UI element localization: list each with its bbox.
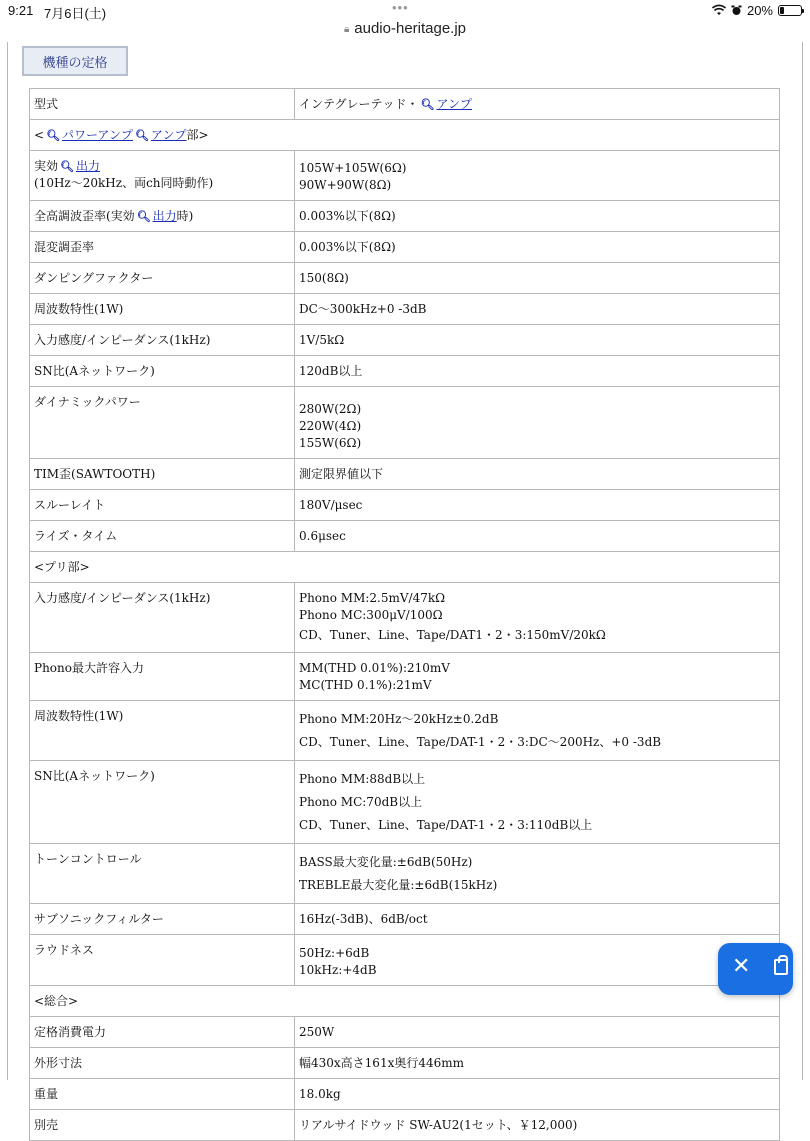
multitasking-dots-icon[interactable]: ••• [392,0,409,15]
label-sub: (10Hz～20kHz、両ch同時動作) [34,176,214,190]
lock-icon: 🔒︎ [343,24,350,35]
value-line: CD、Tuner、Line、Tape/DAT-1・2・3:110dB以上 [299,818,593,832]
battery-percent: 20% [746,3,773,18]
spec-value: DC～300kHz+0 -3dB [295,294,780,325]
table-row [30,701,780,761]
spec-value [295,761,780,844]
status-date: 7月6日(土) [44,6,107,21]
table-row [30,844,780,904]
value-line: CD、Tuner、Line、Tape/DAT-1・2・3:DC～200Hz、+0 -3dB [299,735,662,749]
link-amp[interactable]: アンプ [150,128,187,142]
bracket-open: < [34,128,45,142]
table-row [30,459,780,490]
value-line: BASS最大変化量:±6dB(50Hz) [299,855,473,869]
value-line: MC(THD 0.1%):21mV [299,678,432,692]
label-prefix: 実効 [34,159,59,173]
spec-value [295,583,780,653]
label-prefix: 全高調波歪率(実効 [34,209,135,223]
link-output[interactable]: 出力 [75,159,100,173]
battery-fill [780,7,784,14]
table-row [30,935,780,986]
battery-icon [778,5,802,16]
spec-label: 型式 [30,89,295,120]
table-row [30,761,780,844]
spec-label [30,151,295,201]
value-line: 10kHz:+4dB [299,963,377,977]
table-row [30,521,780,552]
spec-value [295,89,780,120]
value-line: TREBLE最大変化量:±6dB(15kHz) [299,878,498,892]
label-suffix: 時) [176,209,194,223]
table-row [30,356,780,387]
spec-label: 外形寸法 [30,1048,295,1079]
table-row [30,1110,780,1141]
table-row [30,201,780,232]
table-row [30,294,780,325]
section-tab-specs: 機種の定格 [22,46,128,76]
spec-label: トーンコントロール [30,844,295,904]
spec-label: サブソニックフィルター [30,904,295,935]
section-header: <プリ部> [30,552,780,583]
spec-value: 150(8Ω) [295,263,780,294]
value-line: 90W+90W(8Ω) [299,178,392,192]
spec-label: Phono最大許容入力 [30,653,295,701]
link-output[interactable]: 出力 [152,209,177,223]
spec-value: 16Hz(-3dB)、6dB/oct [295,904,780,935]
magnifier-icon: 🔍︎ [46,129,61,142]
spec-label: TIM歪(SAWTOOTH) [30,459,295,490]
spec-label: ラウドネス [30,935,295,986]
spec-value: 0.6μsec [295,521,780,552]
close-icon[interactable]: ✕ [732,954,751,979]
value-line: 220W(4Ω) [299,419,362,433]
spec-label: 定格消費電力 [30,1017,295,1048]
spec-value [295,387,780,459]
section-row-total [30,986,780,1017]
link-amp[interactable]: アンプ [436,97,473,111]
magnifier-icon: 🔍︎ [420,98,435,111]
spec-label: 周波数特性(1W) [30,294,295,325]
value-prefix: インテグレーテッド・ [299,97,419,111]
section-row-power [30,120,780,151]
status-bar [0,0,810,22]
address-domain: audio-heritage.jp [354,20,467,37]
spec-label: SN比(Aネットワーク) [30,761,295,844]
spec-value [295,151,780,201]
magnifier-icon: 🔍︎ [60,160,74,173]
table-row [30,1017,780,1048]
value-line: Phono MC:300μV/100Ω [299,608,443,622]
value-line: MM(THD 0.01%):210mV [299,661,450,675]
spec-label: 重量 [30,1079,295,1110]
spec-label: 入力感度/インピーダンス(1kHz) [30,325,295,356]
value-line: Phono MC:70dB以上 [299,795,423,809]
spec-value: 0.003%以下(8Ω) [295,201,780,232]
table-row [30,263,780,294]
alarm-icon [731,5,742,16]
spec-value: リアルサイドウッド SW-AU2(1セット、￥12,000) [295,1110,780,1141]
table-row [30,490,780,521]
table-row [30,232,780,263]
spec-value [295,935,780,986]
table-row [30,1079,780,1110]
value-line: Phono MM:2.5mV/47kΩ [299,591,446,605]
value-line: Phono MM:88dB以上 [299,772,426,786]
magnifier-icon: 🔍︎ [134,129,149,142]
floating-action-panel [718,943,793,995]
value-line: 50Hz:+6dB [299,946,370,960]
spec-label: ダンピングファクター [30,263,295,294]
address-bar[interactable] [0,20,810,42]
value-line: CD、Tuner、Line、Tape/DAT1・2・3:150mV/20kΩ [299,628,606,642]
section-header: <総合> [30,986,780,1017]
table-row [30,387,780,459]
table-row [30,325,780,356]
value-line: 105W+105W(6Ω) [299,161,407,175]
spec-label: 別売 [30,1110,295,1141]
spec-value: 250W [295,1017,780,1048]
spec-label: 周波数特性(1W) [30,701,295,761]
spec-value: 0.003%以下(8Ω) [295,232,780,263]
spec-label: ライズ・タイム [30,521,295,552]
spec-value: 18.0kg [295,1079,780,1110]
table-row [30,151,780,201]
link-power-amp[interactable]: パワーアンプ [62,128,133,142]
spec-value [295,653,780,701]
spec-value [295,844,780,904]
clock-time: 9:21 [8,3,34,18]
table-row [30,89,780,120]
value-line: 280W(2Ω) [299,402,362,416]
section-header [30,120,780,151]
spec-value: 180V/μsec [295,490,780,521]
section-row-pre [30,552,780,583]
spec-label: スルーレイト [30,490,295,521]
shopping-bag-icon[interactable] [774,959,788,975]
spec-label: ダイナミックパワー [30,387,295,459]
spec-value: 測定限界値以下 [295,459,780,490]
status-indicators [712,3,802,18]
spec-value: 1V/5kΩ [295,325,780,356]
wifi-icon [712,5,726,16]
table-row [30,653,780,701]
value-line: Phono MM:20Hz～20kHz±0.2dB [299,712,499,726]
table-row [30,904,780,935]
spec-value: 120dB以上 [295,356,780,387]
table-row [30,583,780,653]
spec-value: 幅430x高さ161x奥行446mm [295,1048,780,1079]
value-line: 155W(6Ω) [299,436,362,450]
spec-label: 混変調歪率 [30,232,295,263]
spec-label: SN比(Aネットワーク) [30,356,295,387]
magnifier-icon: 🔍︎ [136,210,151,223]
spec-table [29,88,780,1141]
spec-label [30,201,295,232]
section-suffix: 部> [186,128,209,142]
table-row [30,1048,780,1079]
spec-value [295,701,780,761]
spec-label: 入力感度/インピーダンス(1kHz) [30,583,295,653]
